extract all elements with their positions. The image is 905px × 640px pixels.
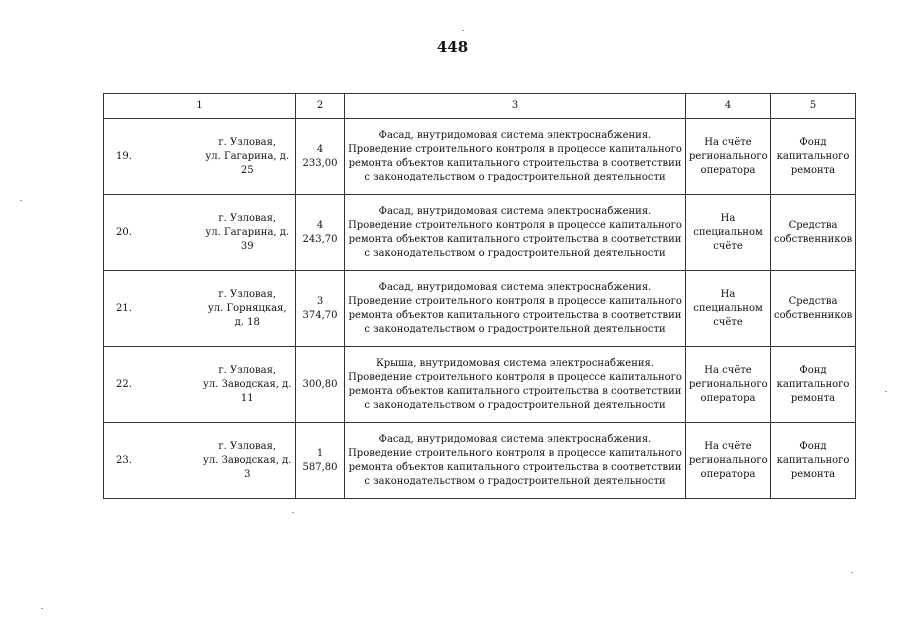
work-description-cell: Фасад, внутридомовая система электроснабжения. Проведение строительного контроля в процессе капитального ремонта объектов капитального строительства в соответствии с законодательством о градостроительной деятельности [345,423,686,499]
row-number: 21. [104,271,200,347]
cost-cell: 3 374,70 [296,271,345,347]
address-cell [200,347,296,423]
row-number: 19. [104,119,200,195]
row-number: 22. [104,347,200,423]
column-number-row [104,94,856,119]
address-street: ул. Горняцкая, д. 18 [207,302,287,328]
funding-source-cell: Фонд капитального ремонта [771,423,856,499]
table-row [104,423,856,499]
work-description-cell: Фасад, внутридомовая система электроснабжения. Проведение строительного контроля в процессе капитального ремонта объектов капитального строительства в соответствии с законодательством о градостроительной деятельности [345,271,686,347]
work-description-cell: Фасад, внутридомовая система электроснабжения. Проведение строительного контроля в процессе капитального ремонта объектов капитального строительства в соответствии с законодательством о градостроительной деятельности [345,195,686,271]
cost-cell: 300,80 [296,347,345,423]
cost-cell: 4 233,00 [296,119,345,195]
column-header-4: 4 [686,94,771,119]
address-city: г. Узловая, [218,212,277,224]
account-type-cell: На специальном счёте [686,195,771,271]
address-city: г. Узловая, [218,440,277,452]
scan-speck [41,608,43,609]
scan-speck [462,30,464,31]
address-cell [200,271,296,347]
column-header-1: 1 [104,94,296,119]
account-type-cell: На счёте регионального оператора [686,347,771,423]
address-cell [200,119,296,195]
table-row [104,195,856,271]
cost-cell: 1 587,80 [296,423,345,499]
scan-speck [885,391,887,392]
cost-cell: 4 243,70 [296,195,345,271]
table-row [104,347,856,423]
scan-speck [292,512,294,513]
work-description-cell: Крыша, внутридомовая система электроснабжения. Проведение строительного контроля в процессе капитального ремонта объектов капитального строительства в соответствии с законодательством о градостроительной деятельности [345,347,686,423]
address-city: г. Узловая, [218,364,277,376]
table-header [104,94,856,119]
funding-source-cell: Средства собственников [771,195,856,271]
address-street: ул. Гагарина, д. 39 [205,226,290,252]
account-type-cell: На счёте регионального оператора [686,119,771,195]
repair-registry-table [103,93,856,499]
address-city: г. Узловая, [218,136,277,148]
address-street: ул. Заводская, д. 11 [203,378,292,404]
scan-speck [851,572,853,573]
row-number: 20. [104,195,200,271]
funding-source-cell: Фонд капитального ремонта [771,347,856,423]
address-city: г. Узловая, [218,288,277,300]
column-header-3: 3 [345,94,686,119]
scan-speck [20,200,22,201]
column-header-5: 5 [771,94,856,119]
work-description-cell: Фасад, внутридомовая система электроснабжения. Проведение строительного контроля в процессе капитального ремонта объектов капитального строительства в соответствии с законодательством о градостроительной деятельности [345,119,686,195]
funding-source-cell: Средства собственников [771,271,856,347]
table-body [104,119,856,499]
address-street: ул. Гагарина, д. 25 [205,150,290,176]
address-cell [200,195,296,271]
page-number: 448 [436,38,469,56]
row-number: 23. [104,423,200,499]
account-type-cell: На счёте регионального оператора [686,423,771,499]
column-header-2: 2 [296,94,345,119]
address-street: ул. Заводская, д. 3 [203,454,292,480]
table-row [104,271,856,347]
funding-source-cell: Фонд капитального ремонта [771,119,856,195]
table-row [104,119,856,195]
address-cell [200,423,296,499]
account-type-cell: На специальном счёте [686,271,771,347]
